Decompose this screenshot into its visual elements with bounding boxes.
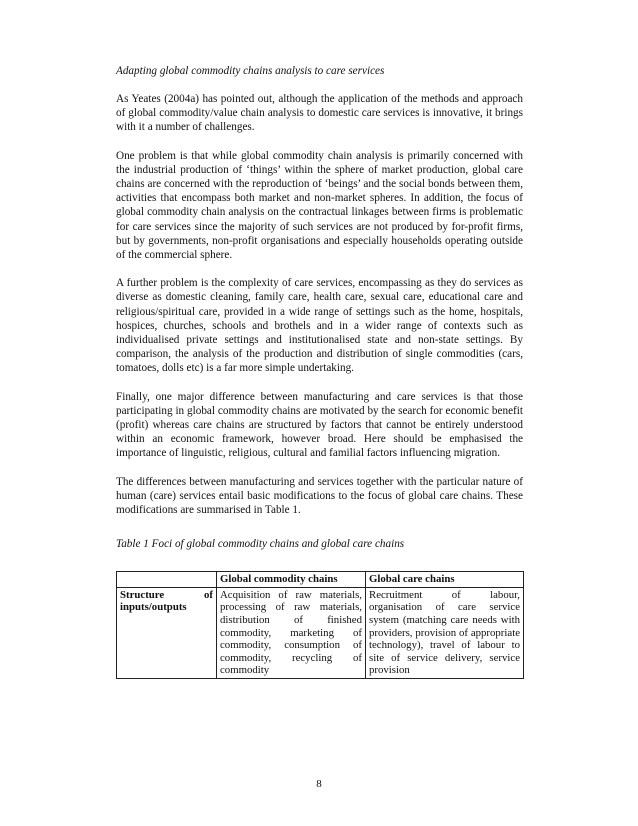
column-header-gcc: Global commodity chains — [217, 572, 366, 588]
paragraph-finally: Finally, one major difference between manufacturing and care services is that those participating in global commodity chains are motivated by the search for economic benefit (profit) whereas care chains are structured by factors that cannot be entirely understood within an economic framework, however broad. Here should be emphasised the importance of linguistic, religious, cultural and familial factors influencing migration. — [116, 390, 523, 460]
foci-table — [116, 571, 524, 679]
page-content — [116, 64, 523, 679]
table-caption: Table 1 Foci of global commodity chains and global care chains — [116, 538, 405, 551]
table-row — [117, 587, 524, 678]
column-header-gcare: Global care chains — [366, 572, 524, 588]
cell-gcare: Recruitment of labour, organisation of care service system (matching care needs with providers, provision of appropriate technology), travel of labour to site of service delivery, service provision — [366, 587, 524, 678]
paragraph-problem-one: One problem is that while global commodity chain analysis is primarily concerned with the industrial production of ‘things’ within the sphere of market production, global care chains are concerned with the reproduction of ‘beings’ and the social bonds between them, activities that encompass both market and non-market spheres. In addition, the focus of global commodity chain analysis on the contractual linkages between firms is problematic for care services since the majority of such services are not produced by for-profit firms, but by governments, non-profit organisations and especially households operating outside of the commercial sphere. — [116, 149, 523, 262]
page-number: 8 — [316, 778, 322, 790]
paragraph-problem-two: A further problem is the complexity of care services, encompassing as they do services as diverse as domestic cleaning, family care, health care, sexual care, educational care and religious/spiritual care, provided in a wide range of settings such as the home, hospitals, hospices, churches, schools and brothels and in a wider range of contexts such as individualised private settings and institutionalised state and non-state settings. By comparison, the analysis of the production and distribution of single commodities (cars, tomatoes, dolls etc) is a far more simple undertaking. — [116, 277, 523, 375]
paragraph-intro: As Yeates (2004a) has pointed out, although the application of the methods and approach of global commodity/value chain analysis to domestic care services is innovative, it brings with it a number of challenges. — [116, 93, 523, 134]
row-label: Structure of inputs/outputs — [117, 587, 217, 678]
paragraph-differences: The differences between manufacturing and services together with the particular nature of human (care) services entail basic modifications to the focus of global care chains. These modifications are summarised in Table 1. — [116, 475, 523, 517]
table-corner-header — [117, 572, 217, 588]
cell-gcc: Acquisition of raw materials, processing of raw materials, distribution of finished commodity, marketing of commodity, consumption of commodity, recycling of commodity — [217, 587, 366, 678]
section-heading: Adapting global commodity chains analysis to care services — [116, 65, 385, 77]
table-header-row — [117, 572, 524, 588]
